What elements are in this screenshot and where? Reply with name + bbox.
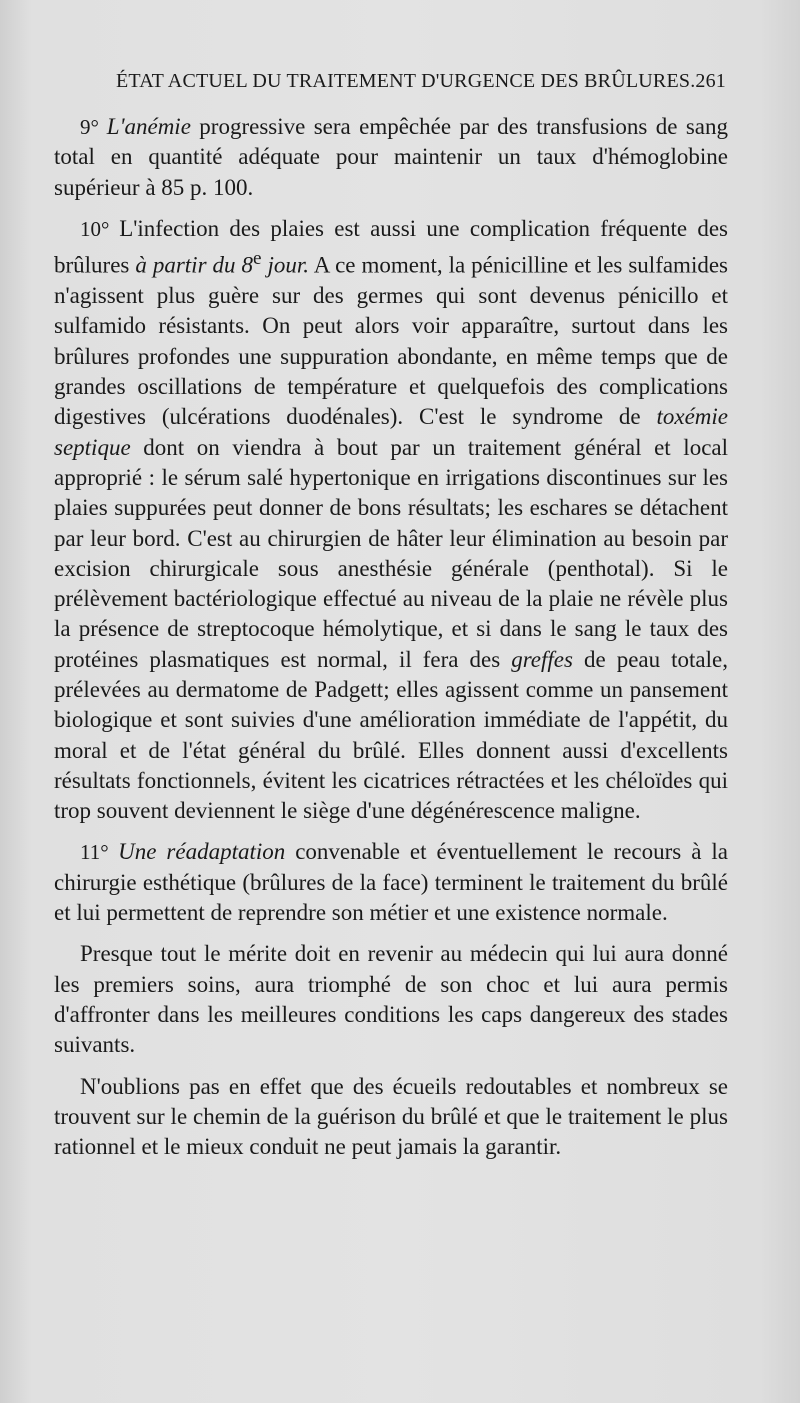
body-text (54, 112, 728, 1173)
paragraph-text: convenable et éventuellement le recours à la chirurgie esthétique (brûlures de la face) terminent le traitement du brûlé et lui permettent de reprendre son métier et une existence normale. (54, 839, 728, 926)
italic-term: greffes (511, 646, 573, 672)
italic-term: jour. (261, 252, 310, 278)
paragraph-readaptation (54, 837, 728, 928)
superscript: e (253, 248, 262, 270)
paragraph-merit (54, 939, 728, 1060)
italic-term: Une réadaptation (118, 839, 286, 865)
item-number: 10° (80, 216, 120, 241)
paragraph-text: dont on viendra à bout par un traitement général et local approprié : le sérum salé hypertonique en irrigations discontinues sur les plaies suppurées peut donner de bons résultats; les eschares se détachent par leur bord. C'est au chirurgien de hâter leur élimination au besoin par excision chirurgicale sous anesthésie générale (penthotal). Si le prélèvement bactériologique effectué au niveau de la plaie ne révèle plus la présence de streptocoque hémolytique, et si dans le sang le taux des protéines plasmatiques est normal, il fera des (54, 434, 728, 672)
paragraph-text: de peau totale, prélevées au dermatome de Padgett; elles agissent comme un pansement biologique et sont suivies d'une amélioration immédiate de l'appétit, du moral et de l'état général du brûlé. Elles donnent aussi d'excellents résultats fonctionnels, évitent les cicatrices rétractées et les chéloïdes qui trop souvent deviennent le siège d'une dégénérescence maligne. (54, 646, 728, 824)
paragraph-anemia (54, 112, 728, 203)
paragraph-text: N'oublions pas en effet que des écueils redoutables et nombreux se trouvent sur le chemin de la guérison du brûlé et que le traitement le plus rationnel et le mieux conduit ne peut jamais la garantir. (54, 1073, 728, 1160)
paragraph-conclusion (54, 1072, 728, 1163)
italic-term: à partir du 8 (135, 252, 253, 278)
page-number: 261 (695, 70, 726, 92)
paragraph-text: progressive sera empêchée par des transfusions de sang total en quantité adéquate pour maintenir un taux d'hémoglobine supérieur à 85 p. 100. (54, 114, 728, 200)
italic-term: toxémie septique (54, 404, 728, 460)
paragraph-text: L'infection des plaies est aussi une complication fréquente des brûlures (54, 215, 728, 278)
item-number: 9° (80, 115, 107, 139)
item-number: 11° (80, 840, 119, 865)
paragraph-infection (54, 214, 728, 827)
running-head (116, 70, 726, 100)
running-title: ÉTAT ACTUEL DU TRAITEMENT D'URGENCE DES BRÛLURES. (116, 70, 696, 92)
paragraph-text: Presque tout le mérite doit en revenir au médecin qui lui aura donné les premiers soins, aura triomphé de son choc et lui aura permis d'affronter dans les meilleures conditions les caps dangereux des stades suivants. (54, 941, 728, 1058)
italic-term: L'anémie (106, 114, 191, 139)
paragraph-text: A ce moment, la pénicilline et les sulfamides n'agissent plus guère sur des germes qui sont devenus pénicillo et sulfamido résistants. On peut alors voir apparaître, surtout dans les brûlures profondes une suppuration abondante, en même temps que de grandes oscillations de température et quelquefois des complications digestives (ulcérations duodénales). C'est le syndrome de (54, 252, 729, 430)
